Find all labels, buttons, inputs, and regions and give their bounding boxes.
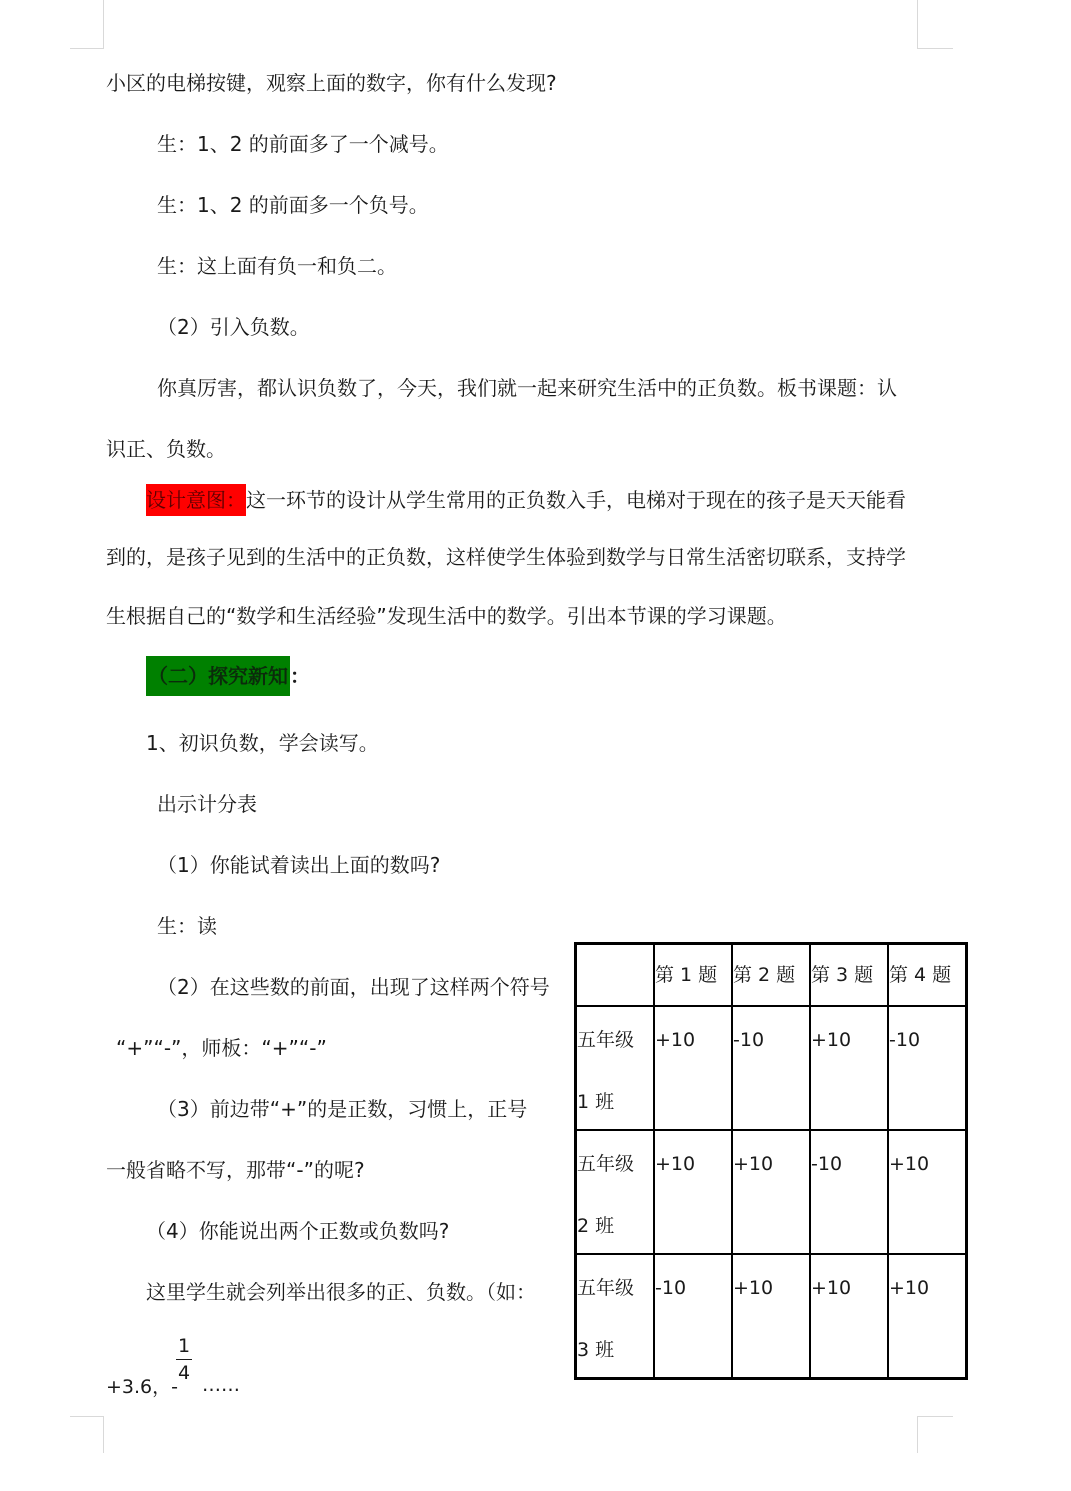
- design-intent-line: [146, 484, 906, 516]
- paragraph-line: 这里学生就会列举出很多的正、负数。（如：: [146, 1280, 536, 1304]
- paragraph-line: 一般省略不写，那带“-”的呢?: [106, 1158, 365, 1182]
- paragraph-line: 生：读: [157, 914, 217, 938]
- table-cell: -10: [888, 1006, 967, 1130]
- table-cell: -10: [810, 1130, 888, 1254]
- paragraph-line: （2）在这些数的前面，出现了这样两个符号: [157, 975, 550, 999]
- table-cell: -10: [654, 1254, 732, 1379]
- fraction-bar: [176, 1359, 192, 1360]
- crop-mark-top-left: [70, 0, 104, 49]
- table-cell: +10: [654, 1006, 732, 1130]
- table-header-cell: [576, 944, 655, 1007]
- section-heading: [146, 656, 310, 696]
- design-intent-text: 这一环节的设计从学生常用的正负数入手，电梯对于现在的孩子是天天能看: [246, 488, 906, 512]
- table-cell: +10: [810, 1006, 888, 1130]
- fraction: [176, 1334, 192, 1385]
- table-header-cell: 第 2 题: [732, 944, 810, 1007]
- paragraph-line: 你真厉害，都认识负数了，今天，我们就一起来研究生活中的正负数。板书课题：认: [157, 376, 897, 400]
- table-cell: +10: [810, 1254, 888, 1379]
- paragraph-line: （3）前边带“+”的是正数，习惯上，正号: [157, 1097, 528, 1121]
- table-cell: +10: [888, 1130, 967, 1254]
- table-row: [576, 1130, 967, 1254]
- fraction-denominator: 4: [177, 1362, 191, 1384]
- table-header-cell: 第 1 题: [654, 944, 732, 1007]
- crop-mark-bottom-left: [70, 1416, 104, 1453]
- paragraph-line: 生：这上面有负一和负二。: [157, 254, 397, 278]
- paragraph-line: 生：1、2 的前面多一个负号。: [157, 193, 429, 217]
- table-header-row: [576, 944, 967, 1007]
- row-label-cell: 五年级 2 班: [576, 1130, 655, 1254]
- table-cell: -10: [732, 1006, 810, 1130]
- section-heading-label: （二）探究新知: [146, 656, 290, 696]
- paragraph-line: 识正、负数。: [106, 437, 226, 461]
- crop-mark-bottom-right: [917, 1416, 953, 1453]
- paragraph-line: （2）引入负数。: [157, 315, 310, 339]
- table-row: [576, 1254, 967, 1379]
- paragraph-line: 小区的电梯按键，观察上面的数字，你有什么发现?: [106, 71, 557, 95]
- design-intent-label: 设计意图：: [146, 484, 246, 516]
- row-label-cell: 五年级 1 班: [576, 1006, 655, 1130]
- table-header-cell: 第 4 题: [888, 944, 967, 1007]
- table-cell: +10: [732, 1130, 810, 1254]
- ellipsis: ……: [202, 1374, 240, 1396]
- paragraph-line: 生：1、2 的前面多了一个减号。: [157, 132, 449, 156]
- paragraph-line: 到的，是孩子见到的生活中的正负数，这样使学生体验到数学与日常生活密切联系，支持学: [106, 545, 906, 569]
- paragraph-line: “+”“-”，师板：“+”“-”: [116, 1036, 327, 1060]
- table-cell: +10: [732, 1254, 810, 1379]
- paragraph-line: +3.6，-: [106, 1376, 178, 1398]
- fraction-numerator: 1: [177, 1335, 191, 1357]
- row-label-cell: 五年级 3 班: [576, 1254, 655, 1379]
- paragraph-line: 出示计分表: [157, 792, 257, 816]
- table-row: [576, 1006, 967, 1130]
- paragraph-line: 1、初识负数，学会读写。: [146, 731, 379, 755]
- crop-mark-top-right: [917, 0, 953, 49]
- paragraph-line: （4）你能说出两个正数或负数吗?: [146, 1219, 450, 1243]
- table-cell: +10: [888, 1254, 967, 1379]
- paragraph-line: 生根据自己的“数学和生活经验”发现生活中的数学。引出本节课的学习课题。: [106, 604, 787, 628]
- paragraph-line: （1）你能试着读出上面的数吗?: [157, 853, 441, 877]
- section-heading-colon: ：: [290, 664, 310, 688]
- score-table: [574, 942, 968, 1380]
- table-cell: +10: [654, 1130, 732, 1254]
- table-header-cell: 第 3 题: [810, 944, 888, 1007]
